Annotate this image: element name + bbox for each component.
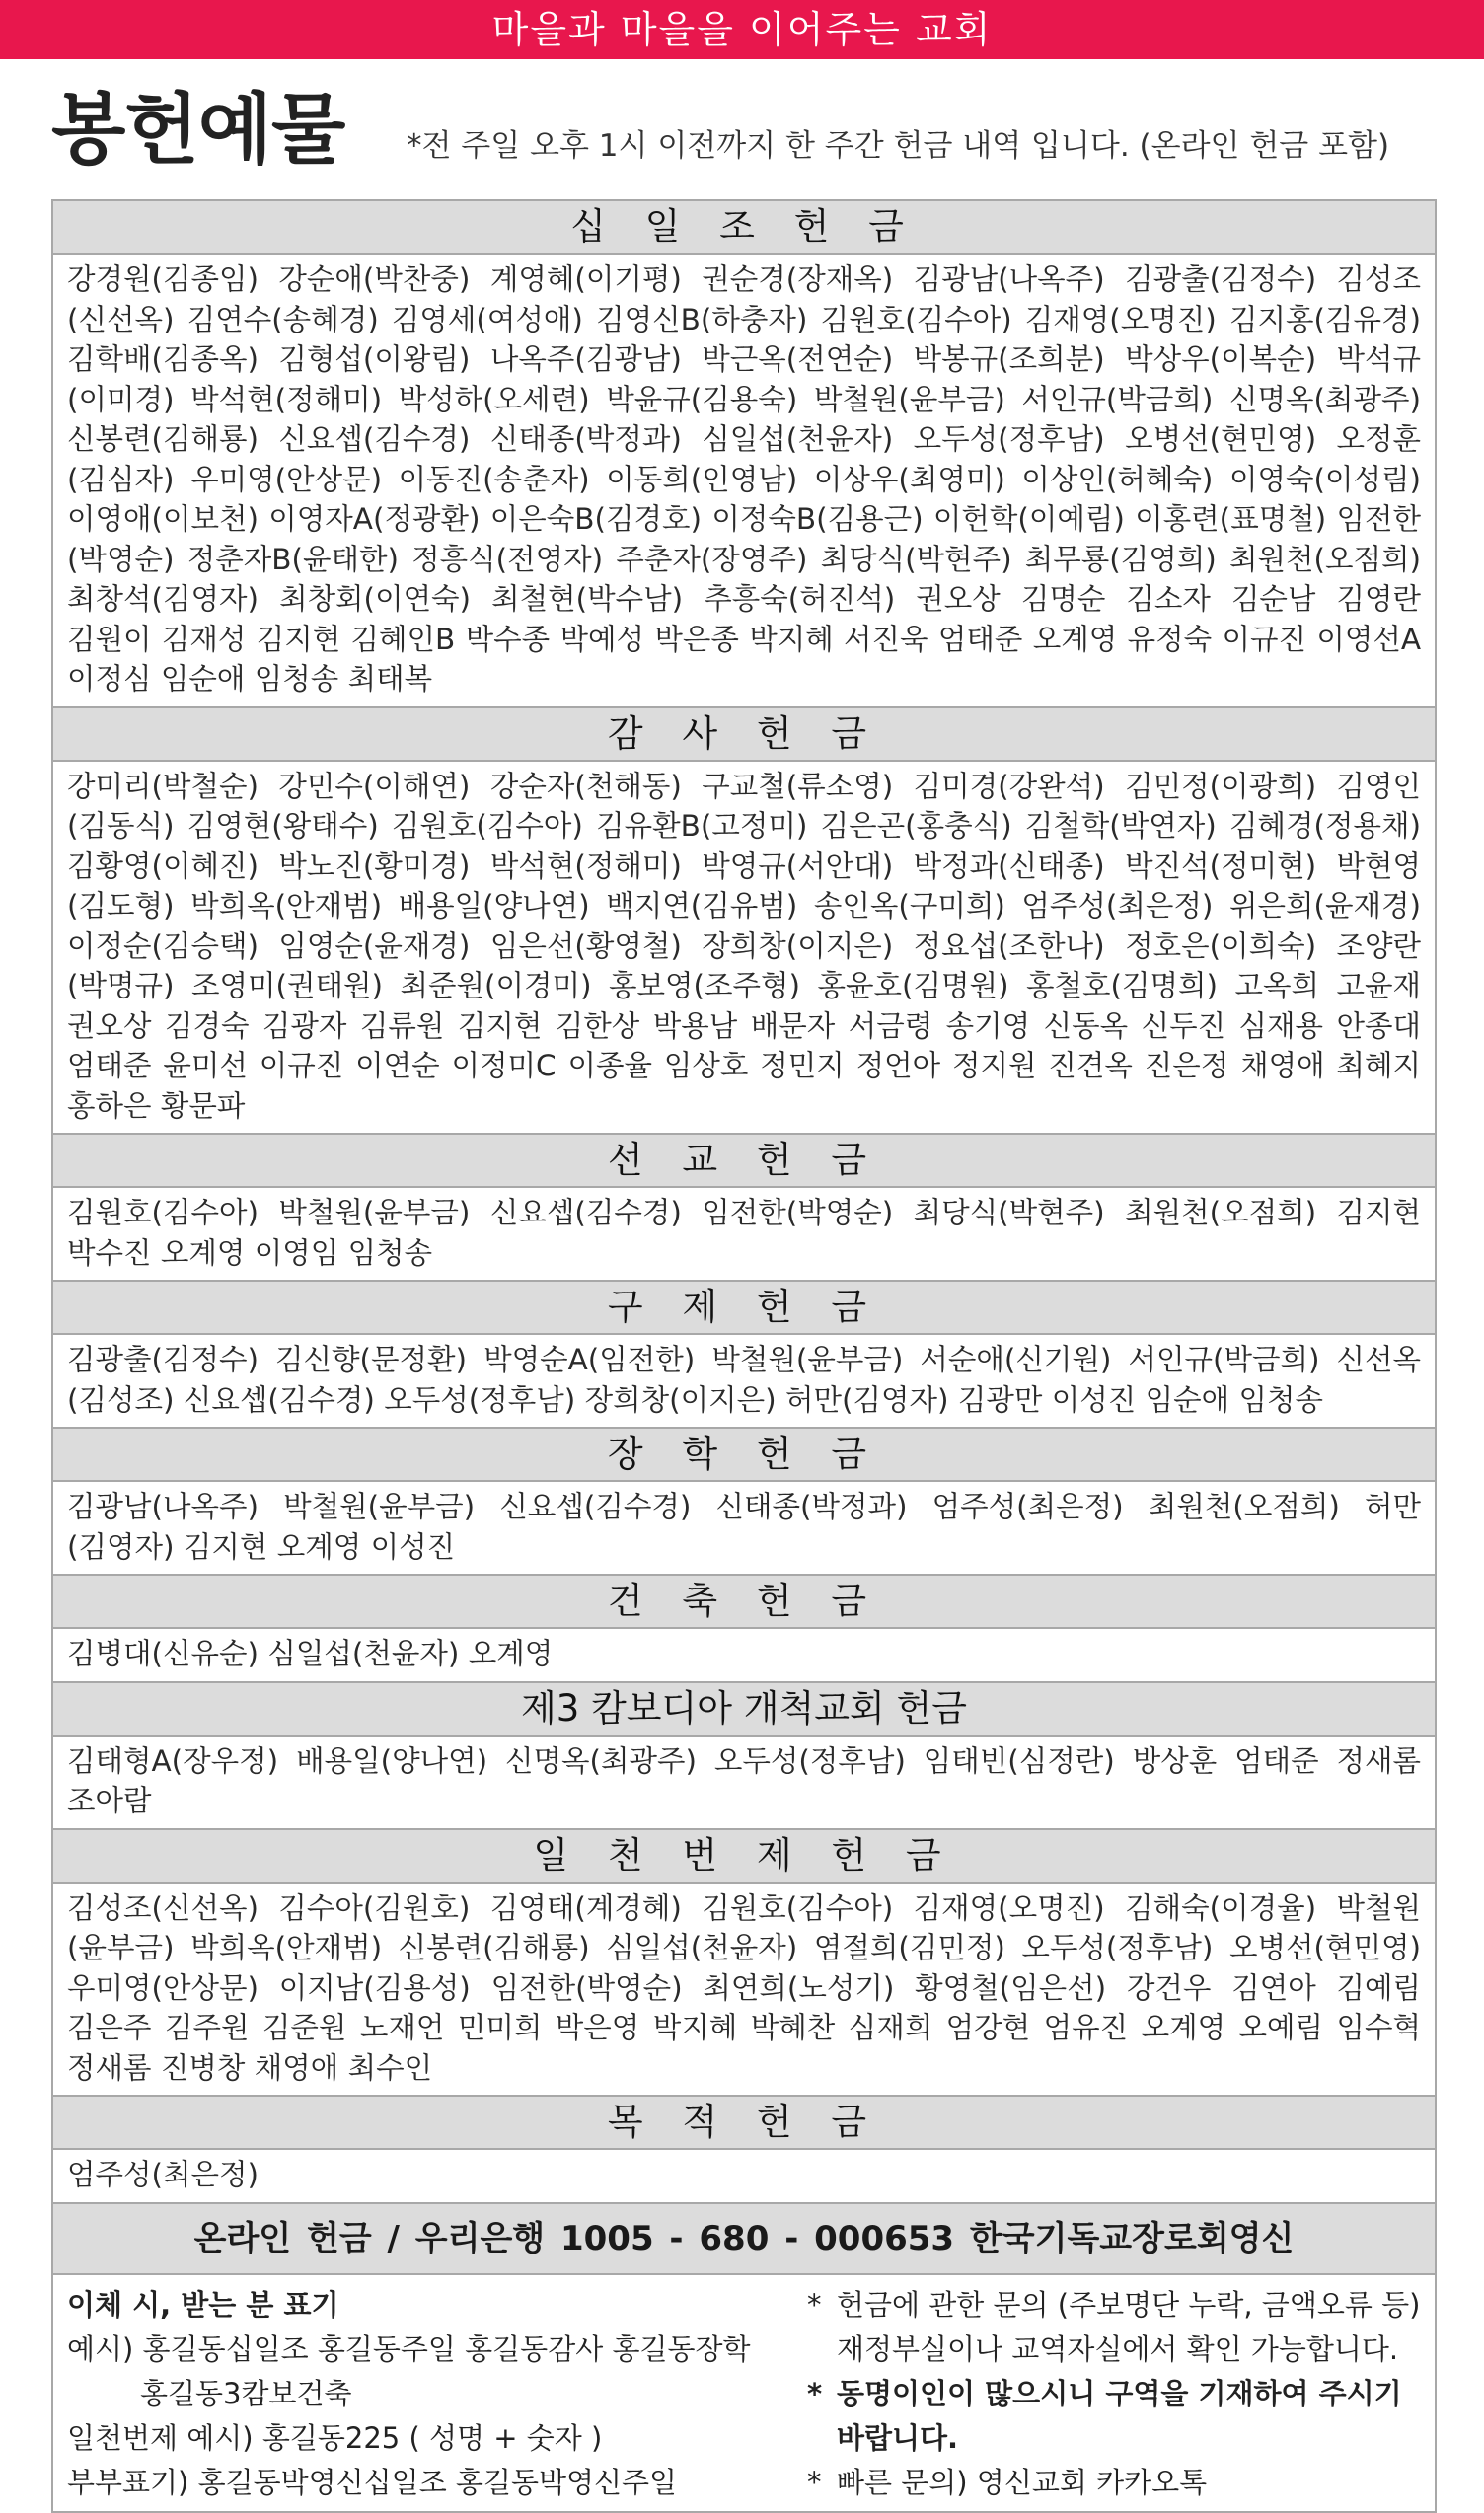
section-title-building: 건 축 헌 금: [53, 1574, 1435, 1627]
section-names-cambodia: 김태형A(장우정) 배용일(양나연) 신명옥(최광주) 오두성(정후남) 임태빈(심정란) 방상훈 엄태준 정새롬 조아람: [53, 1735, 1435, 1828]
section-names-scholarship: 김광남(나옥주) 박철원(윤부금) 신요셉(김수경) 신태종(박정과) 엄주성(최은정) 최원천(오점희) 허만(김영자) 김지현 오계영 이성진: [53, 1480, 1435, 1574]
transfer-example: 부부표기) 홍길동박영신십일조 홍길동박영신주일: [67, 2465, 678, 2499]
inquiry-note-text: 바랍니다.: [837, 2420, 959, 2455]
asterisk-icon: *: [807, 2287, 822, 2322]
section-names-mission: 김원호(김수아) 박철원(윤부금) 신요셉(김수경) 임전한(박영순) 최당식(박현주) 최원천(오점희) 김지현 박수진 오계영 이영임 임청송: [53, 1186, 1435, 1280]
page-note: *전 주일 오후 1시 이전까지 한 주간 헌금 내역 입니다. (온라인 헌금 포함): [407, 128, 1390, 164]
section-title-cambodia: 제3 캄보디아 개척교회 헌금: [53, 1681, 1435, 1735]
inquiry-note-text: 동명이인이 많으시니 구역을 기재하여 주시기: [837, 2376, 1402, 2410]
transfer-title: 이체 시, 받는 분 표기: [67, 2287, 339, 2322]
section-names-thousand-offering: 김성조(신선옥) 김수아(김원호) 김영태(계경혜) 김원호(김수아) 김재영(오명진) 김해숙(이경율) 박철원(윤부금) 박희옥(안재범) 신봉련(김해룡) 심일섭(천윤자) 염절희(김민정) 오두성(정후남) 오병선(현민영) 우미영(안상문) 이지남(김용성) 임전한(박영순) 최연희(노성기) 황영철(임은선) 강건우 김연아 김예림 김은주 김주원 김준원 노재언 민미희 박은영 박지혜 박혜찬 심재희 엄강현 엄유진 오계영 오예림 임수혁 정새롬 진병창 채영애 최수인: [53, 1882, 1435, 2096]
transfer-example: 홍길동3캄보건축: [140, 2376, 352, 2410]
section-title-tithe: 십 일 조 헌 금: [53, 201, 1435, 253]
section-title-purpose: 목 적 헌 금: [53, 2095, 1435, 2148]
top-banner: 마을과 마을을 이어주는 교회: [0, 0, 1484, 59]
section-names-tithe: 강경원(김종임) 강순애(박찬중) 계영혜(이기평) 권순경(장재옥) 김광남(나옥주) 김광출(김정수) 김성조(신선옥) 김연수(송혜경) 김영세(여성애) 김영신B(하충자) 김원호(김수아) 김재영(오명진) 김지홍(김유경) 김학배(김종옥) 김형섭(이왕림) 나옥주(김광남) 박근옥(전연순) 박봉규(조희분) 박상우(이복순) 박석규(이미경) 박석현(정해미) 박성하(오세련) 박윤규(김용숙) 박철원(윤부금) 서인규(박금희) 신명옥(최광주) 신봉련(김해룡) 신요셉(김수경) 신태종(박정과) 심일섭(천윤자) 오두성(정후남) 오병선(현민영) 오정훈(김심자) 우미영(안상문) 이동진(송춘자) 이동희(인영남) 이상우(최영미) 이상인(허혜숙) 이영숙(이성림) 이영애(이보천) 이영자A(정광환) 이은숙B(김경호) 이정숙B(김용근) 이헌학(이예림) 이홍련(표명철) 임전한(박영순) 정춘자B(윤태한) 정흥식(전영자) 주춘자(장영주) 최당식(박현주) 최무룡(김영희) 최원천(오점희) 최창석(김영자) 최창회(이연숙) 최철현(박수남) 추흥숙(허진석) 권오상 김명순 김소자 김순남 김영란 김원이 김재성 김지현 김혜인B 박수종 박예성 박은종 박지혜 서진욱 엄태준 오계영 유정숙 이규진 이영선A 이정심 임순애 임청송 최태복: [53, 253, 1435, 706]
section-names-building: 김병대(신유순) 심일섭(천윤자) 오계영: [53, 1627, 1435, 1681]
inquiry-note-text: 재정부실이나 교역자실에서 확인 가능합니다.: [837, 2331, 1399, 2366]
inquiry-note: [807, 2328, 1425, 2372]
section-title-thousand-offering: 일 천 번 제 헌 금: [53, 1828, 1435, 1882]
section-title-scholarship: 장 학 헌 금: [53, 1427, 1435, 1480]
section-names-purpose: 엄주성(최은정): [53, 2148, 1435, 2202]
inquiry-note: [807, 2461, 1425, 2505]
page-title: 봉헌예물: [51, 86, 345, 175]
transfer-example: 예시) 홍길동십일조 홍길동주일 홍길동감사 홍길동장학: [67, 2331, 751, 2366]
inquiry-note-text: 빠른 문의) 영신교회 카카오톡: [837, 2465, 1208, 2499]
asterisk-icon: *: [807, 2465, 822, 2499]
inquiry-note: [807, 2372, 1425, 2416]
section-names-thanksgiving: 강미리(박철순) 강민수(이해연) 강순자(천해동) 구교철(류소영) 김미경(강완석) 김민정(이광희) 김영인(김동식) 김영현(왕태수) 김원호(김수아) 김유환B(고정미) 김은곤(홍충식) 김철학(박연자) 김혜경(정용채) 김황영(이혜진) 박노진(황미경) 박석현(정해미) 박영규(서안대) 박정과(신태종) 박진석(정미현) 박현영(김도형) 박희옥(안재범) 배용일(양나연) 백지연(김유범) 송인옥(구미희) 엄주성(최은정) 위은희(윤재경) 이정순(김승택) 임영순(윤재경) 임은선(황영철) 장희창(이지은) 정요섭(조한나) 정호은(이희숙) 조양란(박명규) 조영미(권태원) 최준원(이경미) 홍보영(조주형) 홍윤호(김명원) 홍철호(김명희) 고옥희 고윤재 권오상 김경숙 김광자 김류원 김지현 김한상 박용남 배문자 서금령 송기영 신동옥 신두진 심재용 안종대 엄태준 윤미선 이규진 이연순 이정미C 이종율 임상호 정민지 정언아 정지원 진견옥 진은정 채영애 최혜지 홍하은 황문파: [53, 760, 1435, 1134]
section-names-relief: 김광출(김정수) 김신향(문정환) 박영순A(임전한) 박철원(윤부금) 서순애(신기원) 서인규(박금희) 신선옥(김성조) 신요셉(김수경) 오두성(정후남) 장희창(이지은) 허만(김영자) 김광만 이성진 임순애 임청송: [53, 1333, 1435, 1427]
offering-ledger: [51, 199, 1437, 2513]
transfer-example: 일천번제 예시) 홍길동225 ( 성명 + 숫자 ): [67, 2420, 603, 2455]
section-title-relief: 구 제 헌 금: [53, 1280, 1435, 1333]
inquiry-note-text: 헌금에 관한 문의 (주보명단 누락, 금액오류 등): [837, 2287, 1421, 2322]
asterisk-icon: *: [807, 2376, 823, 2410]
transfer-instructions: [67, 2283, 803, 2505]
footer-notes: [53, 2273, 1435, 2511]
inquiry-notes: [803, 2283, 1425, 2505]
online-offering-account: 온라인 헌금 / 우리은행 1005 - 680 - 000653 한국기독교장로회영신: [53, 2202, 1435, 2273]
inquiry-note: [807, 2283, 1425, 2328]
section-title-thanksgiving: 감 사 헌 금: [53, 706, 1435, 760]
section-title-mission: 선 교 헌 금: [53, 1133, 1435, 1186]
inquiry-note: [807, 2416, 1425, 2461]
